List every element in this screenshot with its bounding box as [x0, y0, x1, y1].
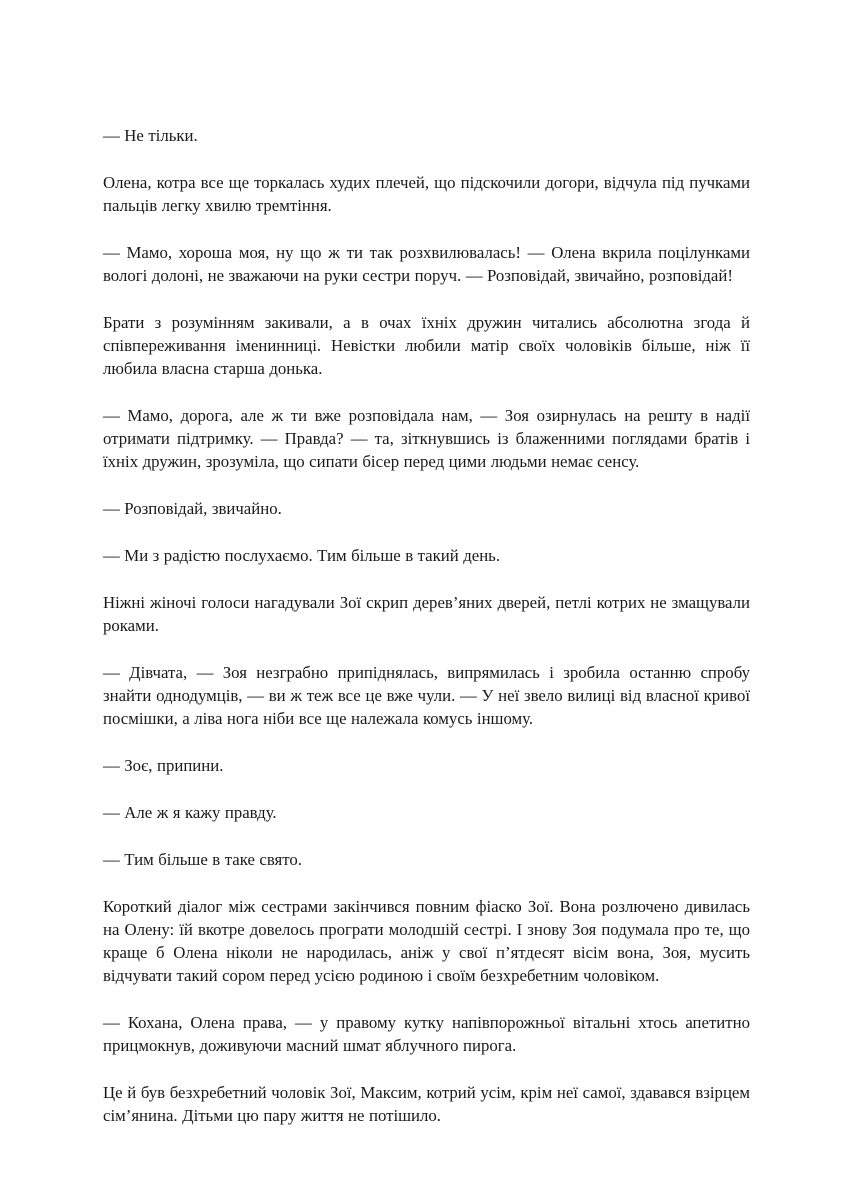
paragraph-12: — Тим більше в таке свято. [103, 850, 302, 869]
paragraph-15: Це й був безхребетний чоловік Зої, Максим, котрий усім, крім неї самої, здавався взірцем сім’янина. Дітьми цю пару життя не потішило. [103, 1083, 750, 1125]
paragraph-8: Ніжні жіночі голоси нагадували Зої скрип дерев’яних дверей, петлі котрих не змащували роками. [103, 593, 750, 635]
paragraph-5: — Мамо, дорога, але ж ти вже розповідала нам, — Зоя озирнулась на решту в надії отримати підтримку. — Правда? — та, зіткнувшись із блаженними поглядами братів і їхніх дружин, зрозуміла, що сипати бісер перед цими людьми немає сенсу. [103, 406, 750, 471]
paragraph-9: — Дівчата, — Зоя незграбно припіднялась, випрямилась і зробила останню спробу знайти однодумців, — ви ж теж все це вже чули. — У неї звело вилиці від власної кривої посмішки, а ліва нога ніби все ще належала комусь іншому. [103, 663, 750, 728]
paragraph-14: — Кохана, Олена права, — у правому кутку напівпорожньої вітальні хтось апетитно прицмокнув, доживуючи масний шмат яблучного пирога. [103, 1013, 750, 1055]
paragraph-11: — Але ж я кажу правду. [103, 803, 277, 822]
paragraph-3: — Мамо, хороша моя, ну що ж ти так розхвилювалась! — Олена вкрила поцілунками вологі долоні, не зважаючи на руки сестри поруч. — Розповідай, звичайно, розповідай! [103, 243, 750, 285]
paragraph-10: — Зоє, припини. [103, 756, 224, 775]
paragraph-1: — Не тільки. [103, 126, 198, 145]
paragraph-2: Олена, котра все ще торкалась худих плечей, що підскочили догори, відчула під пучками пальців легку хвилю тремтіння. [103, 173, 750, 215]
paragraph-6: — Розповідай, звичайно. [103, 499, 282, 518]
paragraph-4: Брати з розумінням закивали, а в очах їхніх дружин читались абсолютна згода й співпереживання іменинниці. Невістки любили матір своїх чоловіків більше, ніж її любила власна старша донька. [103, 313, 750, 378]
paragraph-13: Короткий діалог між сестрами закінчився повним фіаско Зої. Вона розлючено дивилась на Олену: їй вкотре довелось програти молодшій сестрі. І знову Зоя подумала про те, що краще б Олена ніколи не народилась, аніж у свої п’ятдесят вісім вона, Зоя, мусить відчувати такий сором перед усією родиною і своїм безхребетним чоловіком. [103, 897, 750, 985]
paragraph-7: — Ми з радістю послухаємо. Тим більше в такий день. [103, 546, 501, 565]
